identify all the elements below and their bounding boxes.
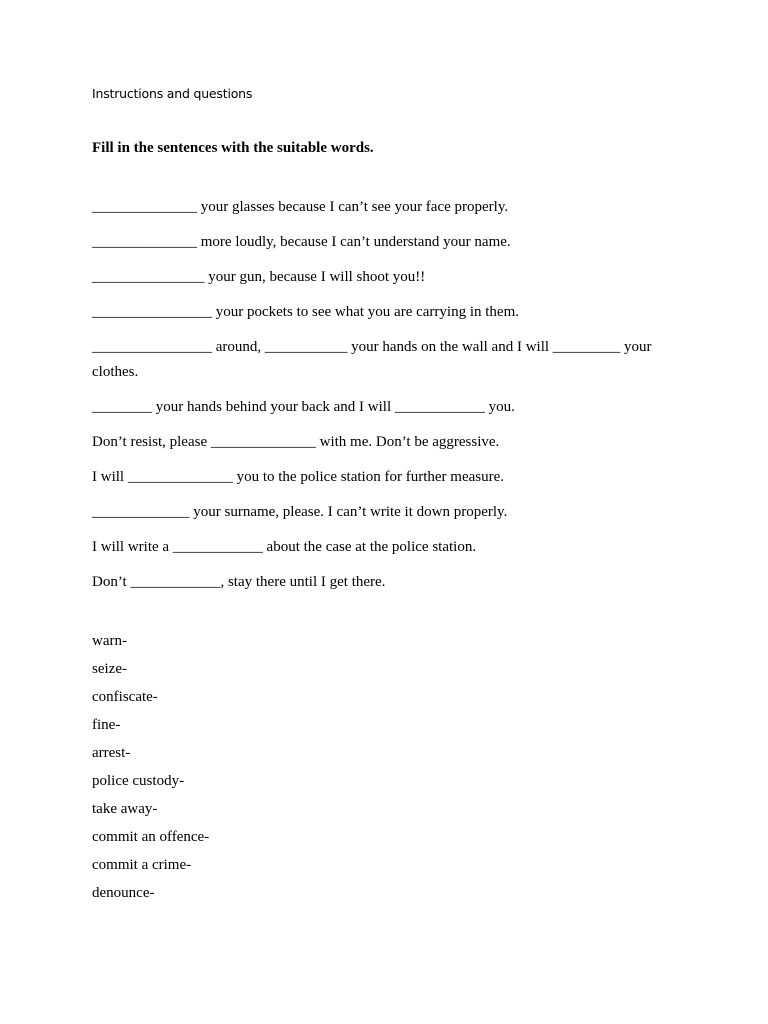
word-bank-list bbox=[92, 630, 209, 910]
word-bank-item: commit an offence- bbox=[92, 829, 210, 845]
sentence-10: I will write a ____________ about the case at the police station. bbox=[92, 539, 477, 555]
word-bank-item: take away- bbox=[92, 801, 158, 817]
sentence-2: ______________ more loudly, because I can’t understand your name. bbox=[92, 234, 511, 250]
word-bank-item: fine- bbox=[92, 717, 121, 733]
sentence-9: _____________ your surname, please. I can’t write it down properly. bbox=[92, 504, 508, 520]
word-bank-item: commit a crime- bbox=[92, 857, 192, 873]
exercise-instruction: Fill in the sentences with the suitable words. bbox=[92, 140, 374, 156]
word-bank-item: warn- bbox=[92, 633, 127, 649]
word-bank-item: arrest- bbox=[92, 745, 131, 761]
sentence-1: ______________ your glasses because I can’t see your face properly. bbox=[92, 199, 509, 215]
word-bank-item: confiscate- bbox=[92, 689, 158, 705]
word-bank-item: seize- bbox=[92, 661, 127, 677]
sentence-7: Don’t resist, please ______________ with me. Don’t be aggressive. bbox=[92, 434, 500, 450]
sentence-4: ________________ your pockets to see what you are carrying in them. bbox=[92, 304, 519, 320]
sentence-3: _______________ your gun, because I will shoot you!! bbox=[92, 269, 426, 285]
sentence-11: Don’t ____________, stay there until I get there. bbox=[92, 574, 386, 590]
sentence-6: ________ your hands behind your back and I will ____________ you. bbox=[92, 399, 515, 415]
word-bank-item: police custody- bbox=[92, 773, 185, 789]
sentence-5: ________________ around, ___________ your hands on the wall and I will _________ your clothes. bbox=[92, 339, 652, 380]
word-bank-item: denounce- bbox=[92, 885, 155, 901]
fill-in-sentence-list bbox=[92, 195, 692, 605]
sentence-8: I will ______________ you to the police station for further measure. bbox=[92, 469, 504, 485]
document-heading: Instructions and questions bbox=[92, 86, 253, 101]
